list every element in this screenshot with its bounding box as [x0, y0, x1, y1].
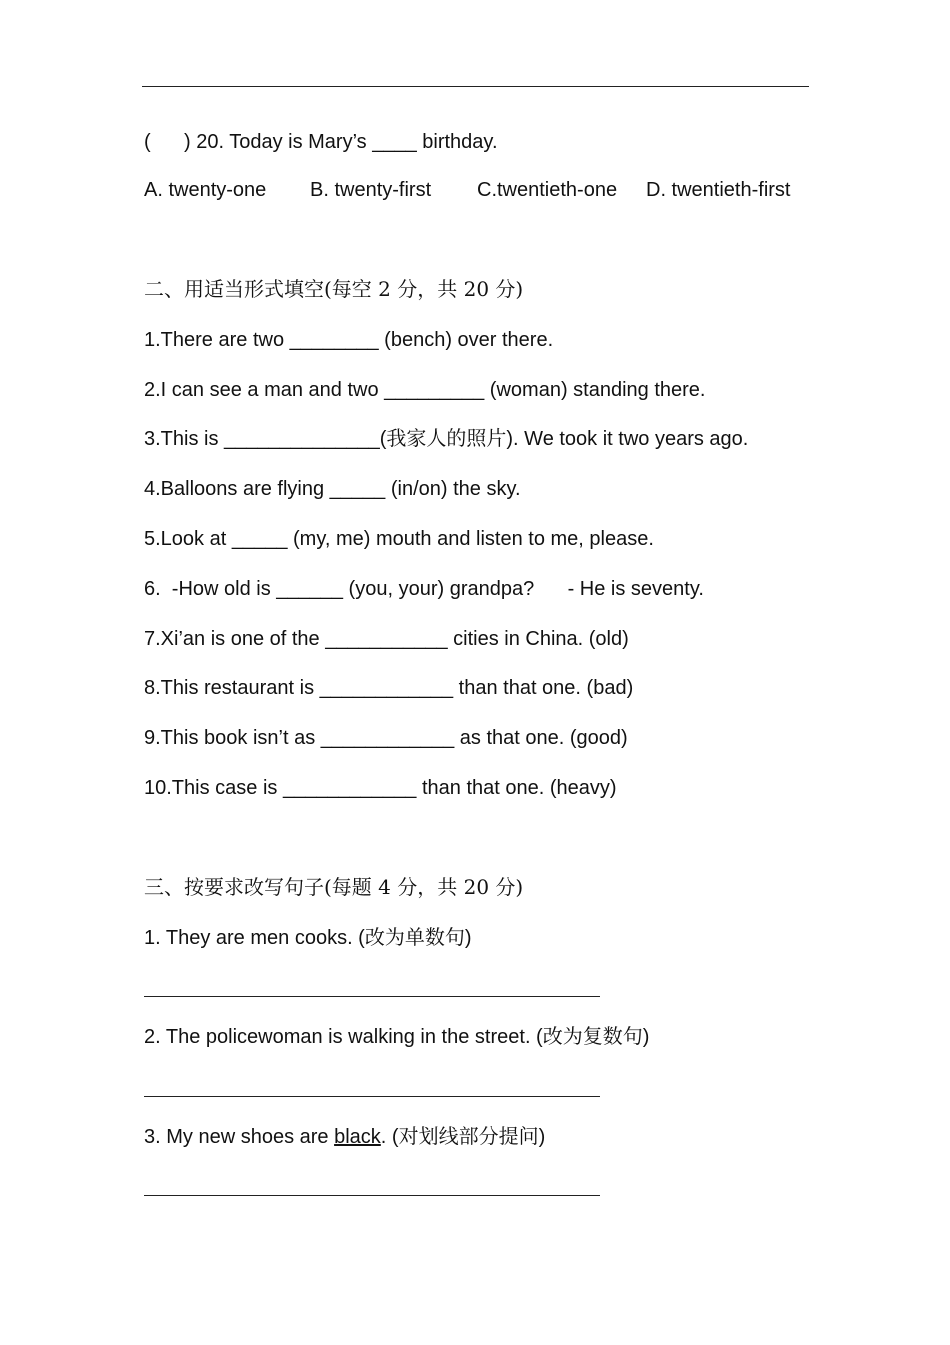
- option-d: D. twentieth-first: [646, 179, 791, 201]
- rewrite-item-1: 1. They are men cooks. (改为单数句): [144, 927, 472, 949]
- underlined-word: black: [334, 1126, 381, 1148]
- fill-item-5: 5.Look at _____ (my, me) mouth and listen to me, please.: [144, 528, 654, 550]
- fill-item-10: 10.This case is ____________ than that one. (heavy): [144, 777, 617, 799]
- rewrite-item-3: [144, 1124, 545, 1150]
- fill-item-7: 7.Xi’an is one of the ___________ cities in China. (old): [144, 628, 629, 650]
- rewrite-item-3-before: 3. My new shoes are: [144, 1126, 335, 1148]
- answer-line-2: [144, 1096, 600, 1097]
- fill-item-3: 3.This is ______________(我家人的照片). We took it two years ago.: [144, 428, 749, 450]
- rewrite-item-3-after: . (对划线部分提问): [380, 1126, 546, 1148]
- section-3-heading: 三、按要求改写句子(每题 4 分，共 20 分): [144, 875, 524, 899]
- fill-item-4: 4.Balloons are flying _____ (in/on) the sky.: [144, 478, 521, 500]
- fill-item-1: 1.There are two ________ (bench) over there.: [144, 329, 554, 351]
- header-rule: [142, 86, 809, 87]
- fill-item-6: 6. -How old is ______ (you, your) grandpa? - He is seventy.: [144, 578, 704, 600]
- fill-item-2: 2.I can see a man and two _________ (woman) standing there.: [144, 379, 706, 401]
- answer-line-3: [144, 1195, 600, 1196]
- section-2-heading: 二、用适当形式填空(每空 2 分，共 20 分): [144, 277, 524, 301]
- option-c: C.twentieth-one: [477, 179, 618, 201]
- fill-item-8: 8.This restaurant is ____________ than that one. (bad): [144, 677, 634, 699]
- fill-item-9: 9.This book isn’t as ____________ as that one. (good): [144, 727, 628, 749]
- answer-line-1: [144, 996, 600, 997]
- question-20-stem: ( ) 20. Today is Mary’s ____ birthday.: [144, 131, 498, 153]
- option-b: B. twenty-first: [310, 179, 432, 201]
- option-a: A. twenty-one: [144, 179, 267, 201]
- rewrite-item-2: 2. The policewoman is walking in the street. (改为复数句): [144, 1026, 650, 1048]
